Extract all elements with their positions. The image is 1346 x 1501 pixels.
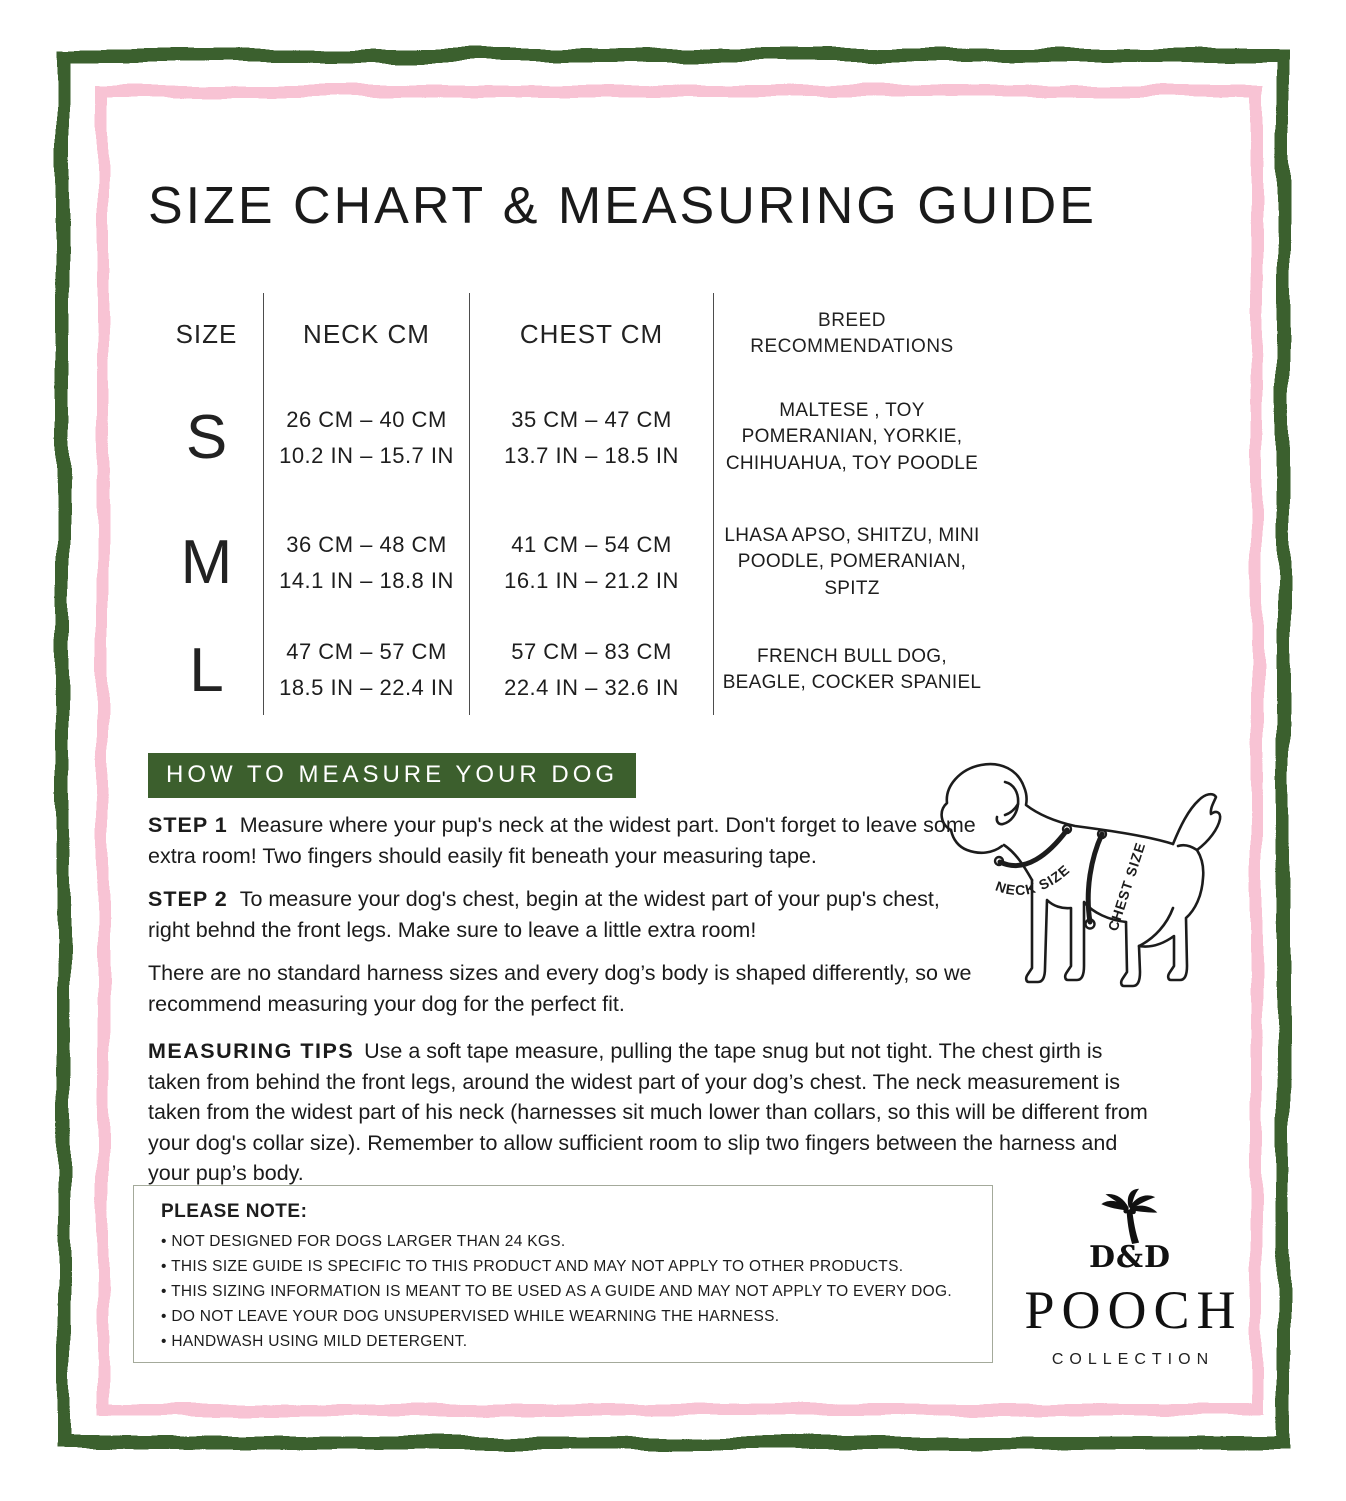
- breed-m-line2: POODLE, POMERANIAN,: [737, 551, 967, 573]
- brand-dd: D&D: [1088, 1240, 1172, 1275]
- dog-outline: [942, 764, 1220, 986]
- neck-cell-l: [264, 625, 469, 715]
- breed-m-line1: LHASA APSO, SHITZU, MINI: [724, 525, 980, 547]
- measuring-tips-text: Use a soft tape measure, pulling the tape snug but not tight. The chest girth is taken from behind the front legs, around the widest part of your dog’s chest. The neck measurement is taken from the widest part of his neck (harnesses sit much lower than collars, so this will be different from your dog's collar size). Remember to allow sufficient room to slip two fingers between the harness and your pup’s body.: [148, 1039, 1148, 1186]
- note-item-handwash: • HANDWASH USING MILD DETERGENT.: [161, 1329, 982, 1354]
- please-note-box: [133, 1185, 993, 1363]
- size-letter-s: S: [185, 403, 228, 472]
- brand-logo: [1015, 1188, 1245, 1369]
- note-item-weight-limit: • NOT DESIGNED FOR DOGS LARGER THAN 24 KGS.: [161, 1229, 982, 1254]
- chest-in-l: 22.4 IN – 32.6 IN: [504, 675, 679, 700]
- neck-in-m: 14.1 IN – 18.8 IN: [279, 567, 454, 593]
- brand-pooch: POOCH: [1024, 1280, 1243, 1340]
- note-item-guide-only: • THIS SIZING INFORMATION IS MEANT TO BE USED AS A GUIDE AND MAY NOT APPLY TO EVERY DOG.: [161, 1279, 982, 1304]
- step-1-label: STEP 1: [148, 813, 228, 837]
- chest-cell-m: [470, 500, 713, 625]
- page-title: SIZE CHART & MEASURING GUIDE: [148, 177, 1097, 235]
- please-note-list: [161, 1229, 982, 1354]
- chest-cell-l: [470, 625, 713, 715]
- step-1-text: Measure where your pup's neck at the widest part. Don't forget to leave some extra room! Two fingers should easily fit beneath your measuring tape.: [148, 813, 976, 868]
- neck-band: [1000, 830, 1067, 866]
- col-header-size: SIZE: [175, 318, 238, 349]
- neck-cm-m: 36 CM – 48 CM: [286, 531, 447, 557]
- breed-cell-l: [714, 625, 990, 715]
- brand-collection: COLLECTION: [1051, 1351, 1215, 1368]
- measuring-tips: [148, 1036, 1148, 1189]
- breed-column: [714, 293, 990, 715]
- chest-band: [1088, 834, 1102, 922]
- neck-column: [264, 293, 470, 715]
- palm-tree-icon: [1095, 1188, 1165, 1244]
- chest-cm-m: 41 CM – 54 CM: [511, 531, 672, 557]
- col-header-breed: [714, 293, 990, 375]
- please-note-title: PLEASE NOTE:: [161, 1201, 308, 1222]
- size-table: [150, 293, 990, 715]
- chest-in-s: 13.7 IN – 18.5 IN: [504, 442, 679, 468]
- chest-column: [470, 293, 714, 715]
- breed-cell-m: [714, 500, 990, 625]
- breed-s-line2: POMERANIAN, YORKIE,: [741, 426, 963, 448]
- chest-cm-s: 35 CM – 47 CM: [511, 406, 672, 432]
- chest-size-label: CHEST SIZE: [1104, 840, 1149, 933]
- breed-l-line2: BEAGLE, COCKER SPANIEL: [722, 672, 982, 693]
- neck-in-s: 10.2 IN – 15.7 IN: [279, 442, 454, 468]
- breed-header-line2: RECOMMENDATIONS: [750, 336, 954, 357]
- step-2-text: To measure your dog's chest, begin at the widest part of your pup's chest, right behnd the front legs. Make sure to leave a little extra room!: [148, 887, 940, 942]
- neck-cell-m: [264, 500, 469, 625]
- neck-in-l: 18.5 IN – 22.4 IN: [279, 675, 454, 700]
- breed-s-line3: CHIHUAHUA, TOY POODLE: [725, 452, 979, 474]
- step-1: [148, 810, 986, 871]
- neck-cell-s: [264, 375, 469, 500]
- size-letter-l: L: [189, 635, 224, 705]
- col-header-chest: CHEST CM: [519, 318, 664, 349]
- measuring-tips-label: MEASURING TIPS: [148, 1039, 355, 1063]
- chest-cell-s: [470, 375, 713, 500]
- breed-cell-s: [714, 375, 990, 500]
- note-item-supervision: • DO NOT LEAVE YOUR DOG UNSUPERVISED WHILE WEARNING THE HARNESS.: [161, 1304, 982, 1329]
- how-to-measure-banner: HOW TO MEASURE YOUR DOG: [148, 753, 636, 798]
- step-2: [148, 884, 986, 945]
- size-column: [150, 293, 264, 715]
- neck-cm-l: 47 CM – 57 CM: [286, 639, 447, 664]
- fit-note: There are no standard harness sizes and every dog’s body is shaped differently, so we recommend measuring your dog for the perfect fit.: [148, 961, 972, 1016]
- neck-size-label: NECK SIZE: [993, 861, 1073, 899]
- col-header-neck: NECK CM: [303, 318, 430, 349]
- size-letter-m: M: [180, 528, 233, 597]
- breed-m-line3: SPITZ: [824, 577, 880, 599]
- breed-s-line1: MALTESE , TOY: [779, 400, 925, 422]
- dog-measurement-diagram: [925, 750, 1255, 1050]
- breed-l-line1: FRENCH BULL DOG,: [757, 645, 947, 667]
- note-item-product-specific: • THIS SIZE GUIDE IS SPECIFIC TO THIS PRODUCT AND MAY NOT APPLY TO OTHER PRODUCTS.: [161, 1254, 982, 1279]
- breed-header-line1: BREED: [818, 310, 886, 332]
- step-2-label: STEP 2: [148, 887, 228, 912]
- chest-in-m: 16.1 IN – 21.2 IN: [504, 567, 679, 593]
- measure-instructions: [148, 810, 986, 1032]
- neck-cm-s: 26 CM – 40 CM: [286, 406, 447, 432]
- chest-cm-l: 57 CM – 83 CM: [511, 639, 672, 664]
